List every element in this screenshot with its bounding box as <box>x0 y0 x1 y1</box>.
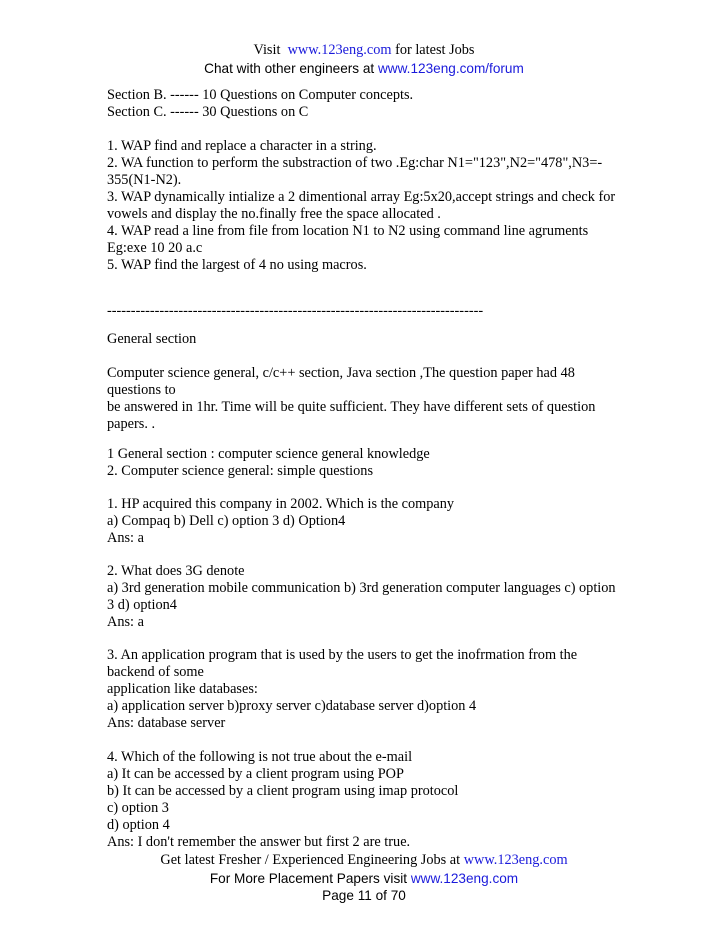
body-line: vowels and display the no.finally free the space allocated . <box>107 206 441 222</box>
forum-link[interactable]: www.123eng.com/forum <box>377 61 524 76</box>
answer-line: Ans: a <box>107 614 144 630</box>
question-line: 2. What does 3G denote <box>107 563 245 579</box>
option-line: c) option 3 <box>107 800 169 816</box>
visit-prefix: Visit <box>253 42 281 58</box>
body-line: Computer science general, c/c++ section, Java section ,The question paper had 48 <box>107 365 575 381</box>
answer-line: Ans: I don't remember the answer but first 2 are true. <box>107 834 411 850</box>
option-line: b) It can be accessed by a client program using imap protocol <box>107 783 459 799</box>
option-line: a) It can be accessed by a client program using POP <box>107 766 404 782</box>
question-line: application like databases: <box>107 681 258 697</box>
body-line: Section C. ------ 30 Questions on C <box>107 104 309 120</box>
option-line: d) option 4 <box>107 817 170 833</box>
footer-jobs-line <box>0 852 728 869</box>
question-line: 4. Which of the following is not true about the e-mail <box>107 749 413 765</box>
body-line: 2. Computer science general: simple questions <box>107 463 374 479</box>
papers-text: For More Placement Papers visit <box>209 871 408 886</box>
body-line: 2. WA function to perform the substraction of two .Eg:char N1="123",N2="478",N3=- <box>107 155 603 171</box>
jobs-text: Get latest Fresher / Experienced Engineering Jobs at <box>160 852 461 868</box>
body-line: Section B. ------ 10 Questions on Computer concepts. <box>107 87 414 103</box>
papers-link[interactable]: www.123eng.com <box>410 871 519 886</box>
separator-line: ------------------------------------------------------------------------------- <box>107 303 484 319</box>
body-line: questions to <box>107 382 176 398</box>
footer-papers-line <box>0 870 728 887</box>
visit-link[interactable]: www.123eng.com <box>287 42 392 58</box>
answer-line: Ans: a <box>107 530 144 546</box>
body-line: 1. WAP find and replace a character in a string. <box>107 138 377 154</box>
option-line: a) 3rd generation mobile communication b) 3rd generation computer languages c) option <box>107 580 616 596</box>
jobs-link[interactable]: www.123eng.com <box>463 852 568 868</box>
body-line: be answered in 1hr. Time will be quite sufficient. They have different sets of question <box>107 399 596 415</box>
question-line: 1. HP acquired this company in 2002. Which is the company <box>107 496 455 512</box>
header-chat-line <box>0 60 728 77</box>
option-line: 3 d) option4 <box>107 597 177 613</box>
body-line: 355(N1-N2). <box>107 172 182 188</box>
question-line: backend of some <box>107 664 204 680</box>
question-line: 3. An application program that is used by the users to get the inofrmation from the <box>107 647 578 663</box>
visit-suffix: for latest Jobs <box>395 42 475 58</box>
answer-line: Ans: database server <box>107 715 226 731</box>
option-line: a) application server b)proxy server c)database server d)option 4 <box>107 698 477 714</box>
page-number: Page 11 of 70 <box>322 888 406 903</box>
body-line: 5. WAP find the largest of 4 no using macros. <box>107 257 367 273</box>
body-line: papers. . <box>107 416 156 432</box>
body-line: 4. WAP read a line from file from location N1 to N2 using command line agruments <box>107 223 589 239</box>
body-line: 1 General section : computer science general knowledge <box>107 446 430 462</box>
section-heading: General section <box>107 331 197 347</box>
option-line: a) Compaq b) Dell c) option 3 d) Option4 <box>107 513 346 529</box>
body-line: 3. WAP dynamically intialize a 2 dimentional array Eg:5x20,accept strings and check for <box>107 189 616 205</box>
header-visit-line <box>0 42 728 59</box>
chat-text: Chat with other engineers at <box>204 61 375 76</box>
body-line: Eg:exe 10 20 a.c <box>107 240 203 256</box>
